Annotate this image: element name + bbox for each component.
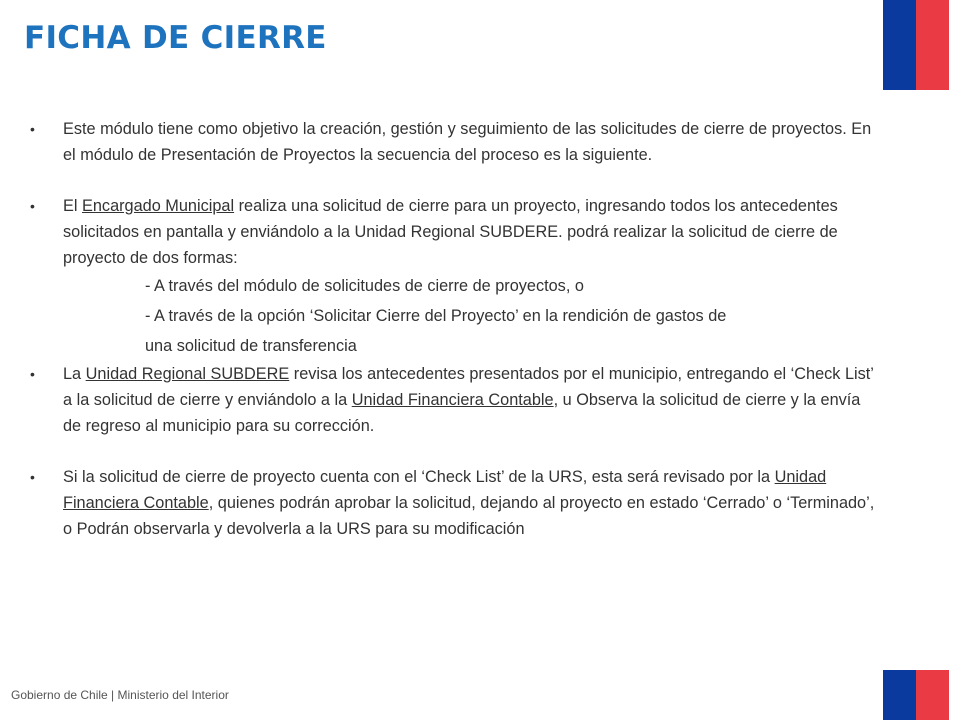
bullet-text: , u Observa la solicitud de cierre y la envía de regreso al municipio para su corrección.	[63, 391, 861, 435]
flag-stripe-blue	[883, 670, 916, 720]
link-unidad-financiera-contable[interactable]: Unidad Financiera Contable	[351, 391, 554, 409]
bullet-icon: •	[30, 469, 35, 485]
bullet-item	[30, 361, 875, 439]
bullet-icon: •	[30, 121, 35, 137]
flag-stripe-blue	[883, 0, 916, 90]
sub-item: una solicitud de transferencia	[145, 337, 357, 355]
bullet-text: El	[63, 197, 83, 215]
flag-stripe-red	[916, 670, 949, 720]
bullet-icon: •	[30, 198, 35, 214]
content-body	[30, 116, 875, 542]
link-unidad-financiera-contable[interactable]: Unidad Financiera Contable	[63, 468, 827, 512]
page-title: FICHA DE CIERRE	[24, 20, 327, 56]
bullet-text: Si la solicitud de cierre de proyecto cuenta con el ‘Check List’ de la URS, esta será revisado por la	[63, 468, 775, 486]
bullet-item	[30, 464, 875, 542]
flag-stripe-red	[916, 0, 949, 90]
bullet-icon: •	[30, 366, 35, 382]
bullet-item	[30, 193, 875, 271]
link-encargado-municipal[interactable]: Encargado Municipal	[82, 197, 235, 215]
bullet-text: La	[63, 365, 86, 383]
bullet-text: realiza una solicitud de cierre para un proyecto, ingresando todos los antecedentes solicitados en pantalla y enviándolo a la Unidad Regional SUBDERE. podrá realizar la solicitud de cierre de proyecto de dos formas:	[63, 197, 838, 267]
bullet-text: revisa los antecedentes presentados por el municipio, entregando el ‘Check List’ a la solicitud de cierre y enviándolo a la	[63, 365, 874, 409]
sub-item: - A través del módulo de solicitudes de cierre de proyectos, o	[145, 277, 584, 295]
sub-item: - A través de la opción ‘Solicitar Cierre del Proyecto’ en la rendición de gastos de	[145, 307, 727, 325]
flag-stripes-bottom	[883, 670, 949, 720]
footer-text: Gobierno de Chile | Ministerio del Interior	[11, 688, 229, 702]
bullet-text: Este módulo tiene como objetivo la creación, gestión y seguimiento de las solicitudes de cierre de proyectos. En el módulo de Presentación de Proyectos la secuencia del proceso es la siguiente.	[63, 120, 872, 164]
bullet-item	[30, 116, 875, 168]
link-unidad-regional-subdere[interactable]: Unidad Regional SUBDERE	[85, 365, 290, 383]
flag-stripes-top	[883, 0, 949, 90]
bullet-text: , quienes podrán aprobar la solicitud, dejando al proyecto en estado ‘Cerrado’ o ‘Terminado’, o Podrán observarla y devolverla a la URS para su modificación	[63, 494, 875, 538]
